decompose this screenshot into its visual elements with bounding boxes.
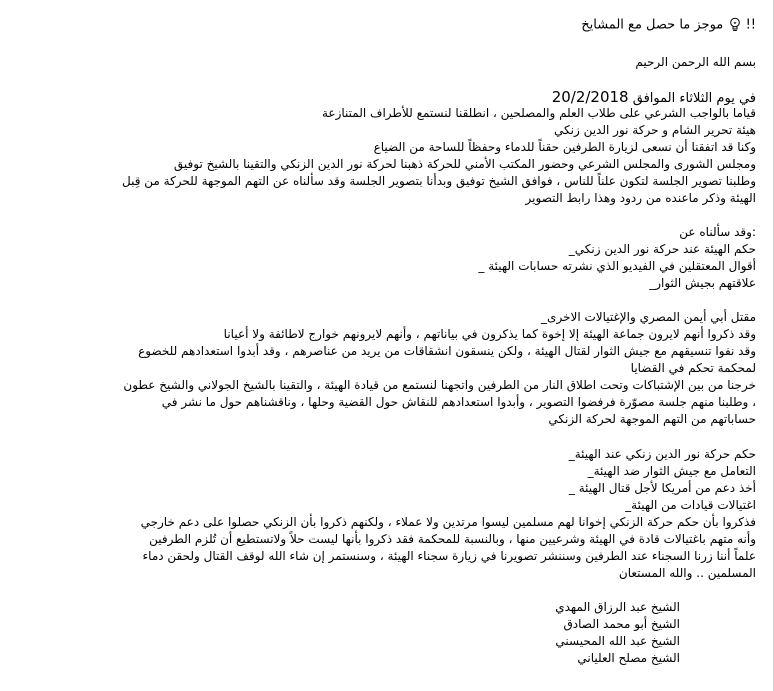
lightbulb-icon xyxy=(729,17,741,33)
intro-line: وكنا قد اتفقنا أن نسعى لزيارة الطرفين حقناً للدماء وحفظاً للساحة من الضياع xyxy=(373,140,756,154)
hts-item: أخذ دعم من أمريكا لأجل قتال الهيئة _ xyxy=(568,481,756,495)
intro-line: ومجلس الشورى والمجلس الشرعي وحضور المكتب الأمني للحركة ذهبنا لحركة نور الدين الزنكي والتقينا بالشيخ توفيق xyxy=(173,157,756,171)
asked-heading: :وقد سألناه عن xyxy=(679,225,756,239)
asked-item: حكم الهيئة عند حركة نور الدين زنكي_ xyxy=(568,242,756,256)
title-text: موجز ما حصل مع المشايخ xyxy=(581,17,724,33)
date-prefix: في يوم الثلاثاء الموافق xyxy=(628,91,756,106)
killings-paragraph-line: لمحكمة تحكم في القضايا xyxy=(630,361,756,375)
signature-name: الشيخ عبد الرزاق المهدي xyxy=(555,600,680,614)
killings-paragraph-line: وقد ذكروا أنهم لايرون جماعة الهيئة إلا إخوة كما يذكرون في بياناتهم ، وأنهم لايرونهم خوارج لاطائفة ولا أعيانا xyxy=(223,327,756,341)
killings-paragraph-line: حساباتهم من التهم الموجهة لحركة الزنكي xyxy=(548,412,756,426)
exclamation-mark: !! xyxy=(745,17,756,33)
signature-name: الشيخ عبد الله المحيسني xyxy=(555,634,680,648)
hts-paragraph-line: فذكروا بأن حكم حركة الزنكي إخوانا لهم مسلمين ليسوا مرتدين ولا عملاء ، ولكنهم ذكروا بأن الزنكي حصلوا على دعم خارجي xyxy=(140,515,756,529)
hts-item: حكم حركة نور الدين زنكي عند الهيئة_ xyxy=(568,447,756,461)
hts-paragraph-line: وأنه متهم باغتيالات قادة في الهيئة وشرعيين منها ، وبالنسبة للمحكمة فقد ذكروا بأنها ليست حلاً ولاتستطيع أن تُلزم الطرفين xyxy=(149,532,756,546)
hts-paragraph-line: علماً أننا زرنا السجناء عند الطرفين وسننشر تصويرنا في زيارة سجناء الهيئة ، وسنستمر إن شاء الله لوقف القتال ولحقن دماء xyxy=(142,549,756,563)
killings-heading: مقتل أبي أيمن المصري والإغتيالات الاخرى_ xyxy=(541,310,756,324)
asked-item: علاقتهم بجيش الثوار_ xyxy=(649,276,756,290)
date-value: 20/2/2018 xyxy=(551,88,629,106)
hts-item: اغتيالات قيادات من الهيئة_ xyxy=(625,498,756,512)
intro-line: الهيئة وذكر ماعنده من ردود وهذا رابط التصوير xyxy=(525,191,756,205)
killings-paragraph-line: ، وطلبنا منهم جلسة مصوّرة فرفضوا التصوير ، وأبدوا استعدادهم للنقاش حول القضية وحلها ، وناقشناهم حول ما نشر في xyxy=(161,395,756,409)
signature-name: الشيخ أبو محمد الصادق xyxy=(563,617,680,631)
hts-item: التعامل مع جيش الثوار ضد الهيئة_ xyxy=(587,464,756,478)
basmala: بسم الله الرحمن الرحيم xyxy=(635,55,756,69)
date-line xyxy=(552,89,756,105)
intro-line: وطلبنا تصوير الجلسة لتكون علناً للناس ، فوافق الشيخ توفيق وبدأنا بتصوير الجلسة وقد سألناه عن التهم الموجهة للحركة من قِبل xyxy=(122,174,756,188)
asked-item: أقوال المعتقلين في الفيديو الذي نشرته حسابات الهيئة _ xyxy=(478,259,756,273)
killings-paragraph-line: خرجنا من بين الإشتباكات وتحت اطلاق النار من الطرفين واتجهنا لنستمع من قيادة الهيئة ، والتقينا بالشيخ الجولاني والشيخ عطون xyxy=(123,378,756,392)
document-title xyxy=(581,17,756,33)
signature-name: الشيخ مصلح العلياني xyxy=(577,651,680,665)
intro-line: هيئة تحرير الشام و حركة نور الدين زنكي xyxy=(554,123,756,137)
intro-line: قياما بالواجب الشرعي على طلاب العلم والمصلحين ، انطلقنا لنستمع للأطراف المتنازعة xyxy=(321,106,756,120)
hts-paragraph-line: المسلمين .. والله المستعان xyxy=(618,566,756,580)
killings-paragraph-line: وقد نفوا تنسيقهم مع جيش الثوار لقتال الهيئة ، ولكن ينسقون انشقاقات من يريد من عناصرهم ، وقد أبدوا استعدادهم للخضوع xyxy=(138,344,756,358)
